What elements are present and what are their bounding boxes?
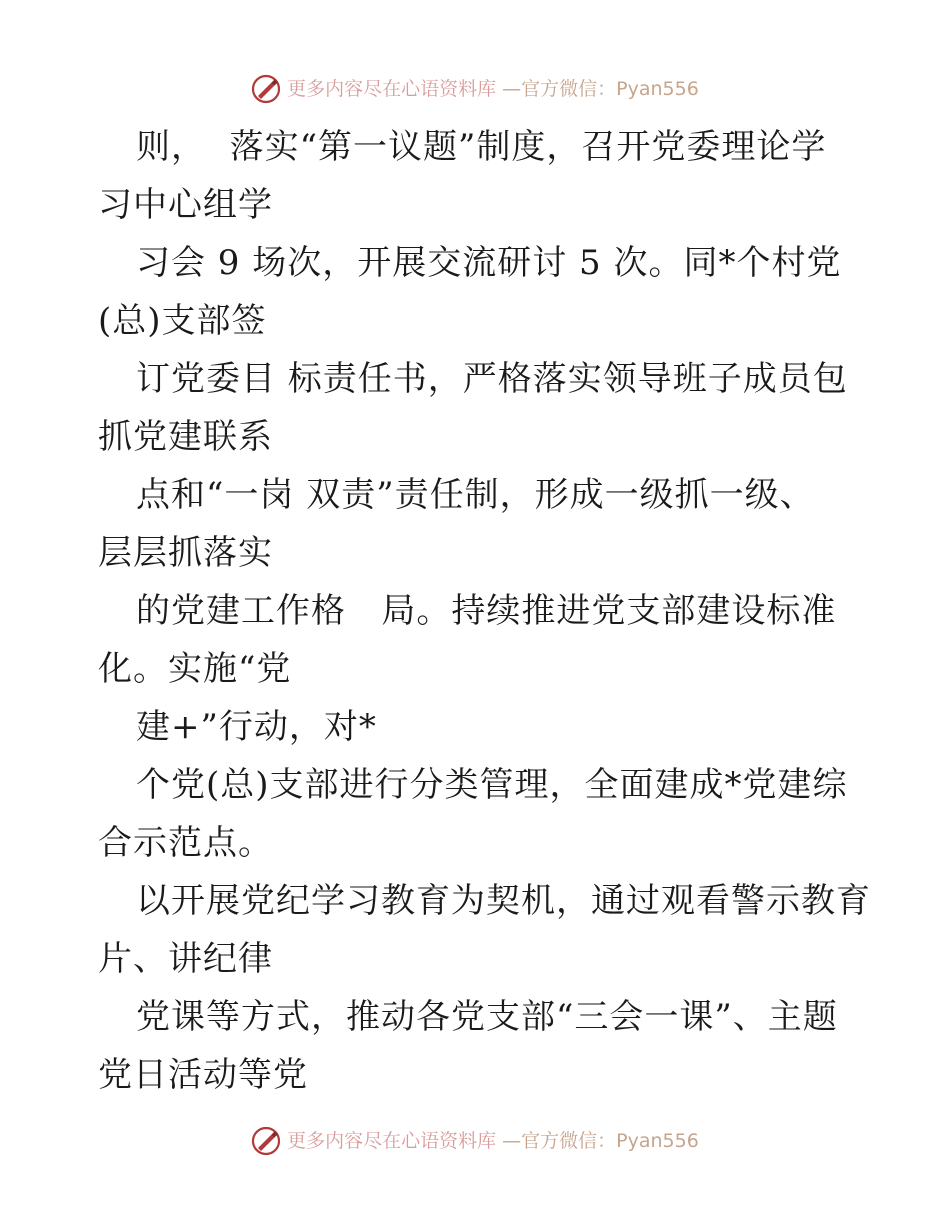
text-line: 片、讲纪律 <box>98 939 273 979</box>
text-line: 订党委目 标责任书，严格落实领导班子成员包 <box>136 359 848 399</box>
text-line: 的党建工作格 局。持续推进党支部建设标准 <box>136 591 837 631</box>
text-line: 则， 落实“第一议题”制度，召开党委理论学 <box>136 127 827 167</box>
header-watermark <box>0 74 950 104</box>
text-line: 习中心组学 <box>98 185 273 225</box>
text-line: 点和“一岗 双责”责任制，形成一级抓一级、 <box>136 475 815 515</box>
footer-watermark <box>0 1126 950 1156</box>
text-line: 以开展党纪学习教育为契机，通过观看警示教育 <box>136 881 871 921</box>
brand-logo-icon <box>251 1126 281 1156</box>
watermark-text: 更多内容尽在心语资料库 <box>287 1130 497 1152</box>
document-body <box>98 118 871 1104</box>
text-line: 个党(总)支部进行分类管理，全面建成*党建综 <box>136 765 848 805</box>
text-line: 党课等方式，推动各党支部“三会一课”、主题 <box>136 997 838 1037</box>
text-line: 层层抓落实 <box>98 533 273 573</box>
brand-logo-icon <box>251 74 281 104</box>
watermark-suffix: —官方微信：Pyan556 <box>502 1130 699 1152</box>
text-line: 化。实施“党 <box>98 649 292 689</box>
text-line: 建+”行动，对* <box>136 707 377 747</box>
watermark-suffix: —官方微信：Pyan556 <box>502 78 699 100</box>
text-line: 合示范点。 <box>98 823 273 863</box>
watermark-text: 更多内容尽在心语资料库 <box>287 78 497 100</box>
text-line: (总)支部签 <box>98 301 267 341</box>
text-line: 习会 9 场次，开展交流研讨 5 次。同*个村党 <box>136 243 842 283</box>
text-line: 党日活动等党 <box>98 1055 308 1095</box>
text-line: 抓党建联系 <box>98 417 273 457</box>
